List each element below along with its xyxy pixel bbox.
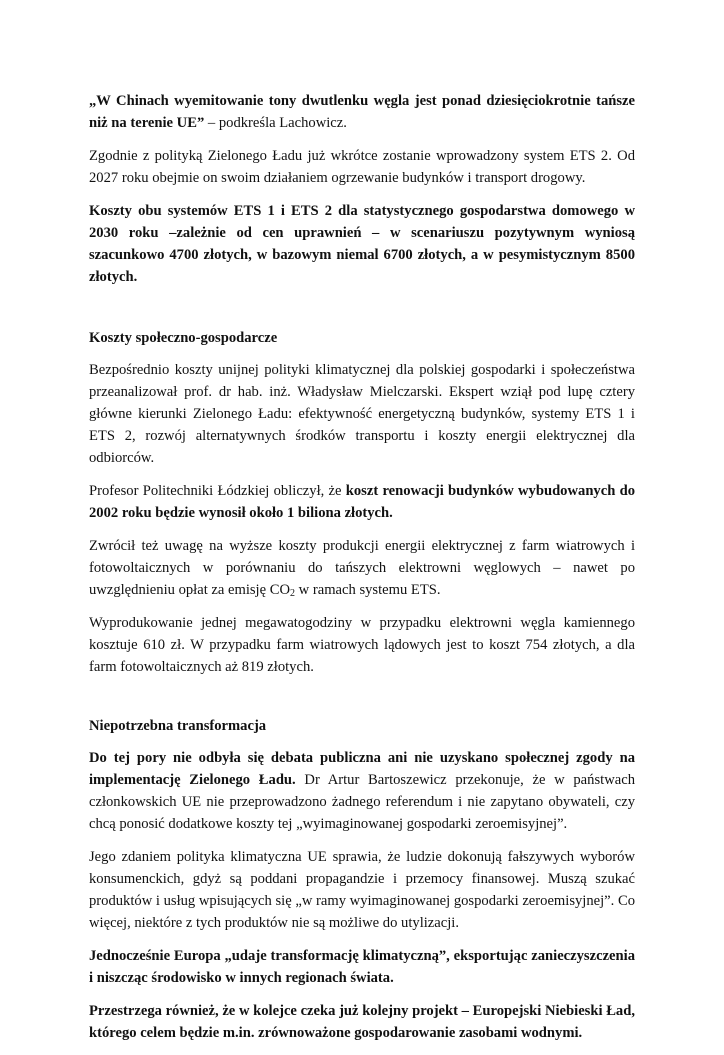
energy-cost-end: w ramach systemu ETS. — [295, 582, 441, 598]
ets-costs-paragraph: Koszty obu systemów ETS 1 i ETS 2 dla statystycznego gospodarstwa domowego w 2030 roku –zależnie od cen uprawnień – w scenariuszu pozytywnym wyniosą szacunkowo 4700 złotych, w bazowym niemal 6700 złotych, a w pesymistycznym 8500 złotych. — [89, 203, 635, 285]
energy-cost-paragraph — [89, 535, 635, 601]
mielczarski-paragraph: Bezpośrednio koszty unijnej polityki klimatycznej dla polskiej gospodarki i społeczeństwa przeanalizował prof. dr hab. inż. Władysław Mielczarski. Ekspert wziął pod lupę cztery główne kierunki Zielonego Ładu: efektywność energetyczną budynków, systemy ETS 1 i ETS 2, rozwój alternatywnych środków transportu i koszty energii elektrycznej dla odbiorców. — [89, 362, 635, 466]
consumer-choices-paragraph: Jego zdaniem polityka klimatyczna UE sprawia, że ludzie dokonują fałszywych wyborów konsumenckich, gdyż są poddani propagandzie i przemocy finansowej. Muszą szukać produktów i usług wpisujących się „w ramy wyimaginowanej gospodarki zeroemisyjnej”. Co więcej, niektóre z tych produktów nie są możliwe do utylizacji. — [89, 849, 635, 931]
co2-subscript: 2 — [290, 588, 296, 599]
renovation-paragraph — [89, 480, 635, 524]
debate-paragraph — [89, 747, 635, 835]
spacer — [89, 299, 635, 327]
blue-deal-paragraph: Przestrzega również, że w kolejce czeka już kolejny projekt – Europejski Niebieski Ład, którego celem będzie m.in. zrównoważone gospodarowanie zasobami wodnymi. — [89, 1003, 635, 1041]
quote-paragraph — [89, 90, 635, 134]
debate-rest: Dr Artur Bartoszewicz przekonuje, że w państwach członkowskich UE nie przeprowadzono żadnego referendum i nie zapytano obywateli, czy chcą ponosić dodatkowe koszty tej „wyimaginowanej gospodarki zeroemisyjnej”. — [89, 772, 635, 832]
spacer — [89, 689, 635, 715]
document-page — [89, 90, 635, 1055]
section-heading-socioeconomic: Koszty społeczno-gospodarcze — [89, 330, 278, 346]
section-heading-transformation: Niepotrzebna transformacja — [89, 718, 267, 734]
renovation-bold: koszt renowacji budynków wybudowanych do 2002 roku będzie wynosił około 1 biliona złotych. — [89, 483, 635, 521]
quote-bold: „W Chinach wyemitowanie tony dwutlenku węgla jest ponad dziesięciokrotnie tańsze niż na terenie UE” — [89, 93, 635, 131]
energy-cost-text: Zwrócił też uwagę na wyższe koszty produkcji energii elektrycznej z farm wiatrowych i fotowoltaicznych w porównaniu do tańszych elektrowni węglowych – nawet po uwzględnieniu opłat za emisję CO — [89, 538, 635, 598]
mwh-cost-paragraph: Wyprodukowanie jednej megawatogodziny w przypadku elektrowni węgla kamiennego kosztuje 610 zł. W przypadku farm wiatrowych lądowych jest to koszt 754 złotych, a dla farm fotowoltaicznych aż 819 złotych. — [89, 615, 635, 675]
debate-bold: Do tej pory nie odbyła się debata publiczna ani nie uzyskano społecznej zgody na implementację Zielonego Ładu. — [89, 750, 635, 788]
ets2-paragraph: Zgodnie z polityką Zielonego Ładu już wkrótce zostanie wprowadzony system ETS 2. Od 2027 roku obejmie on swoim działaniem ogrzewanie budynków i transport drogowy. — [89, 148, 635, 186]
europe-transformation-paragraph: Jednocześnie Europa „udaje transformację klimatyczną”, eksportując zanieczyszczenia i niszcząc środowisko w innych regionach świata. — [89, 948, 635, 986]
renovation-intro: Profesor Politechniki Łódzkiej obliczył, że — [89, 483, 346, 499]
quote-attribution: – podkreśla Lachowicz. — [204, 115, 347, 131]
